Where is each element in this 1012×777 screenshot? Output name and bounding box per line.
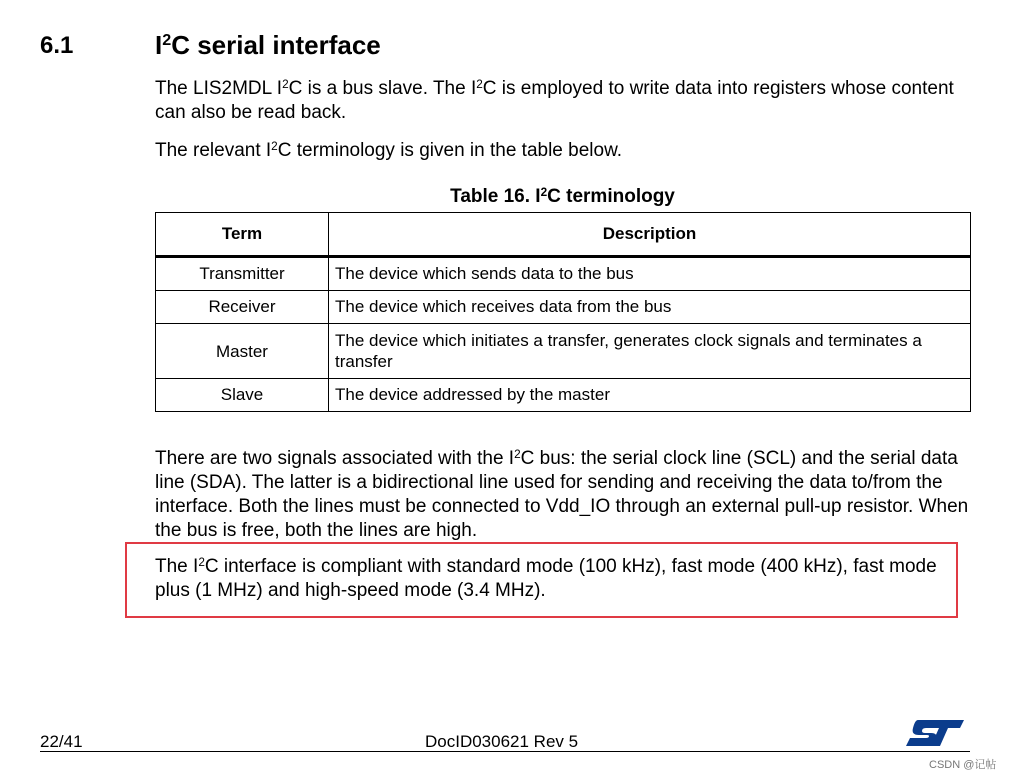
footer-divider	[40, 751, 970, 752]
p2-superscript: 2	[271, 139, 278, 153]
description-cell: The device which receives data from the bus	[329, 291, 971, 324]
term-cell: Master	[156, 324, 329, 379]
terminology-paragraph	[155, 139, 975, 163]
header-term: Term	[156, 213, 329, 257]
term-cell: Slave	[156, 379, 329, 412]
p2-part-a: The relevant I	[155, 140, 272, 161]
table-row	[156, 257, 971, 291]
p3-part-a: There are two signals associated with the I	[155, 448, 515, 469]
table-row	[156, 324, 971, 379]
p4-superscript: 2	[198, 555, 205, 569]
p1-part-a: The LIS2MDL I	[155, 78, 283, 99]
description-cell: The device which sends data to the bus	[329, 257, 971, 291]
signals-paragraph	[155, 447, 975, 543]
caption-superscript: 2	[540, 185, 548, 199]
p4-part-a: The I	[155, 556, 199, 577]
p2-part-b: C terminology is given in the table below.	[277, 140, 623, 161]
terminology-table	[155, 212, 971, 412]
footer-doc-id: DocID030621 Rev 5	[425, 732, 579, 751]
term-cell: Receiver	[156, 291, 329, 324]
p3-part-b: C bus: the serial clock line (SCL) and the serial data line (SDA). The latter is a bidirectional line used for sending and receiving the data to/from the interface. Both the lines must be connected to Vdd_IO through an external pull-up resistor. When the bus is free, both the lines are high.	[155, 448, 969, 541]
p4-part-b: C interface is compliant with standard mode (100 kHz), fast mode (400 kHz), fast mode plus (1 MHz) and high-speed mode (3.4 MHz).	[155, 556, 937, 601]
p1-part-b: C is a bus slave. The I	[288, 78, 477, 99]
table-row	[156, 379, 971, 412]
caption-prefix: Table 16. I	[450, 186, 541, 207]
section-number: 6.1	[40, 32, 74, 59]
header-description: Description	[329, 213, 971, 257]
footer-page-number: 22/41	[40, 732, 83, 751]
highlight-box	[125, 542, 958, 618]
description-cell: The device addressed by the master	[329, 379, 971, 412]
section-title-prefix: I	[155, 30, 163, 60]
caption-suffix: C terminology	[547, 186, 675, 207]
table-row	[156, 291, 971, 324]
term-cell: Transmitter	[156, 257, 329, 291]
description-cell: The device which initiates a transfer, generates clock signals and terminates a transfer	[329, 324, 971, 379]
p1-superscript-2: 2	[476, 77, 483, 91]
table-caption	[155, 186, 970, 208]
p1-part-c: C is employed to write data into registers whose content can also be read back.	[155, 78, 954, 123]
section-title-superscript: 2	[162, 31, 172, 50]
st-logo-icon	[904, 716, 966, 750]
section-title-suffix: C serial interface	[171, 30, 381, 60]
section-title	[155, 30, 381, 61]
p1-superscript-1: 2	[282, 77, 289, 91]
watermark-text: CSDN @记帖	[929, 759, 997, 771]
table-header-row	[156, 213, 971, 257]
intro-paragraph	[155, 77, 975, 125]
p3-superscript: 2	[514, 447, 521, 461]
